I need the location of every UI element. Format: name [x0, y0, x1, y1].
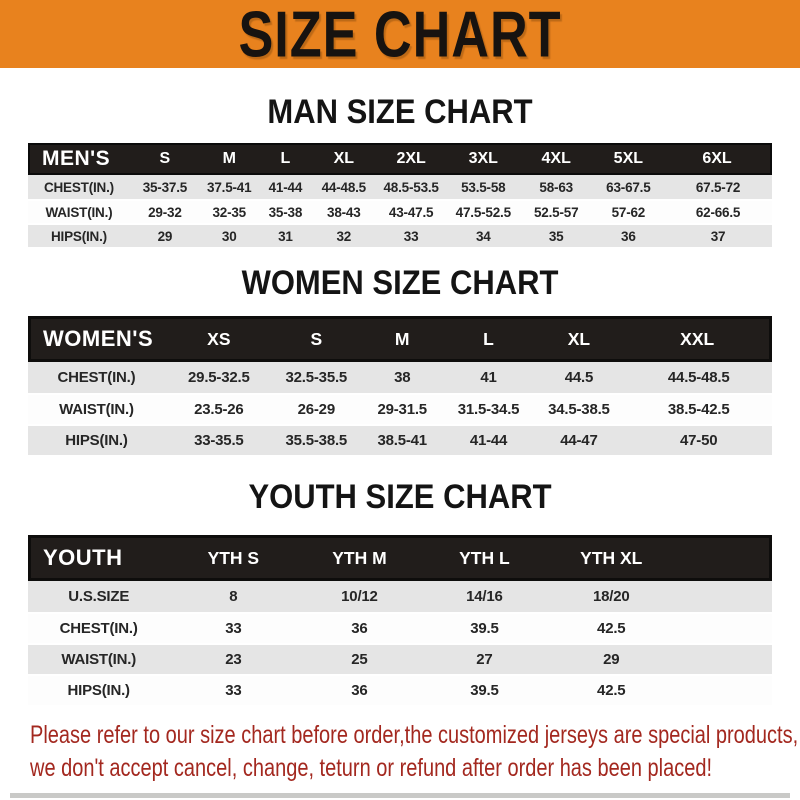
- size-value: 29: [547, 643, 675, 674]
- size-value: 57-62: [593, 199, 664, 223]
- size-value: 39.5: [422, 612, 548, 643]
- size-column-header: S: [130, 143, 200, 175]
- measure-label: HIPS(IN.): [28, 424, 165, 455]
- size-value: 18/20: [547, 581, 675, 612]
- empty-cell: [675, 612, 772, 643]
- size-value: 31: [259, 223, 313, 247]
- size-value: 33: [375, 223, 446, 247]
- size-value: 10/12: [297, 581, 421, 612]
- measure-label: CHEST(IN.): [28, 612, 169, 643]
- size-column-header: YTH S: [169, 535, 297, 581]
- size-value: 23.5-26: [165, 393, 273, 424]
- measure-label: CHEST(IN.): [28, 362, 165, 393]
- size-value: 32: [312, 223, 375, 247]
- size-value: 35: [520, 223, 593, 247]
- size-value: 30: [200, 223, 259, 247]
- measure-row-chest-in: [28, 362, 772, 393]
- size-value: 58-63: [520, 175, 593, 199]
- size-value: 47-50: [625, 424, 772, 455]
- size-column-header: M: [200, 143, 259, 175]
- size-value: 33: [169, 674, 297, 705]
- size-value: 23: [169, 643, 297, 674]
- measure-row-chest-in: [28, 175, 772, 199]
- measure-label: U.S.SIZE: [28, 581, 169, 612]
- size-value: 26-29: [273, 393, 360, 424]
- section-heading-men: MAN SIZE CHART: [267, 91, 533, 132]
- size-column-header: 6XL: [664, 143, 772, 175]
- size-value: 32-35: [200, 199, 259, 223]
- measure-label: HIPS(IN.): [28, 674, 169, 705]
- size-value: 36: [297, 674, 421, 705]
- size-column-header: M: [360, 316, 445, 362]
- size-column-header: XL: [312, 143, 375, 175]
- table-header-row-women: [28, 316, 772, 362]
- size-value: 29-31.5: [360, 393, 445, 424]
- size-value: 29.5-32.5: [165, 362, 273, 393]
- size-value: 37.5-41: [200, 175, 259, 199]
- size-value: 41-44: [445, 424, 533, 455]
- size-value: 34.5-38.5: [532, 393, 625, 424]
- size-value: 8: [169, 581, 297, 612]
- size-column-header: 2XL: [375, 143, 446, 175]
- size-chart-banner: [0, 0, 800, 71]
- size-value: 53.5-58: [447, 175, 520, 199]
- size-value: 52.5-57: [520, 199, 593, 223]
- measure-row-waist-in: [28, 199, 772, 223]
- size-chart-sections: [0, 91, 800, 705]
- measure-row-hips-in: [28, 674, 772, 705]
- table-header-row-men: [28, 143, 772, 175]
- size-value: 39.5: [422, 674, 548, 705]
- size-value: 38-43: [312, 199, 375, 223]
- empty-cell: [675, 581, 772, 612]
- size-column-header: YTH L: [422, 535, 548, 581]
- size-column-header: XS: [165, 316, 273, 362]
- size-value: 41-44: [259, 175, 313, 199]
- size-value: 31.5-34.5: [445, 393, 533, 424]
- size-column-header: 4XL: [520, 143, 593, 175]
- size-value: 38.5-41: [360, 424, 445, 455]
- size-value: 44.5: [532, 362, 625, 393]
- footer-note: [30, 719, 799, 784]
- measure-label: HIPS(IN.): [28, 223, 130, 247]
- size-value: 48.5-53.5: [375, 175, 446, 199]
- size-value: 33: [169, 612, 297, 643]
- empty-cell: [675, 643, 772, 674]
- size-column-header: XXL: [625, 316, 772, 362]
- banner-title: SIZE CHART: [238, 0, 562, 71]
- measure-label: WAIST(IN.): [28, 199, 130, 223]
- size-value: 35-37.5: [130, 175, 200, 199]
- size-value: 25: [297, 643, 421, 674]
- section-heading-youth: YOUTH SIZE CHART: [248, 476, 552, 517]
- size-value: 27: [422, 643, 548, 674]
- size-value: 42.5: [547, 674, 675, 705]
- size-value: 63-67.5: [593, 175, 664, 199]
- table-header-row-youth: [28, 535, 772, 581]
- size-value: 36: [297, 612, 421, 643]
- size-value: 37: [664, 223, 772, 247]
- measure-label: WAIST(IN.): [28, 643, 169, 674]
- measure-row-chest-in: [28, 612, 772, 643]
- size-value: 62-66.5: [664, 199, 772, 223]
- size-value: 33-35.5: [165, 424, 273, 455]
- size-value: 44.5-48.5: [625, 362, 772, 393]
- size-column-header: L: [445, 316, 533, 362]
- footer-line-2: we don't accept cancel, change, teturn or refund after order has been placed!: [30, 753, 713, 782]
- table-title-youth: YOUTH: [28, 535, 169, 581]
- size-value: 32.5-35.5: [273, 362, 360, 393]
- empty-cell: [675, 674, 772, 705]
- empty-column: [675, 535, 772, 581]
- size-value: 29-32: [130, 199, 200, 223]
- size-value: 44-47: [532, 424, 625, 455]
- measure-row-waist-in: [28, 393, 772, 424]
- size-value: 44-48.5: [312, 175, 375, 199]
- table-title-women: WOMEN'S: [28, 316, 165, 362]
- size-table-youth: [28, 535, 772, 705]
- measure-row-hips-in: [28, 223, 772, 247]
- measure-row-u-s-size: [28, 581, 772, 612]
- size-value: 34: [447, 223, 520, 247]
- size-value: 36: [593, 223, 664, 247]
- bottom-edge-strip: [10, 793, 790, 798]
- measure-row-hips-in: [28, 424, 772, 455]
- size-value: 41: [445, 362, 533, 393]
- size-value: 42.5: [547, 612, 675, 643]
- size-column-header: YTH M: [297, 535, 421, 581]
- size-value: 14/16: [422, 581, 548, 612]
- size-column-header: YTH XL: [547, 535, 675, 581]
- size-value: 38.5-42.5: [625, 393, 772, 424]
- size-value: 67.5-72: [664, 175, 772, 199]
- size-column-header: 3XL: [447, 143, 520, 175]
- size-column-header: 5XL: [593, 143, 664, 175]
- measure-label: CHEST(IN.): [28, 175, 130, 199]
- footer-line-1: Please refer to our size chart before order,the customized jerseys are special products,: [30, 721, 799, 749]
- size-column-header: L: [259, 143, 313, 175]
- size-column-header: XL: [532, 316, 625, 362]
- table-title-men: MEN'S: [28, 143, 130, 175]
- size-table-men: [28, 143, 772, 247]
- size-value: 43-47.5: [375, 199, 446, 223]
- size-value: 35.5-38.5: [273, 424, 360, 455]
- measure-label: WAIST(IN.): [28, 393, 165, 424]
- size-value: 29: [130, 223, 200, 247]
- section-heading-women: WOMEN SIZE CHART: [241, 262, 559, 303]
- measure-row-waist-in: [28, 643, 772, 674]
- size-table-women: [28, 316, 772, 455]
- size-value: 47.5-52.5: [447, 199, 520, 223]
- size-value: 38: [360, 362, 445, 393]
- size-value: 35-38: [259, 199, 313, 223]
- size-column-header: S: [273, 316, 360, 362]
